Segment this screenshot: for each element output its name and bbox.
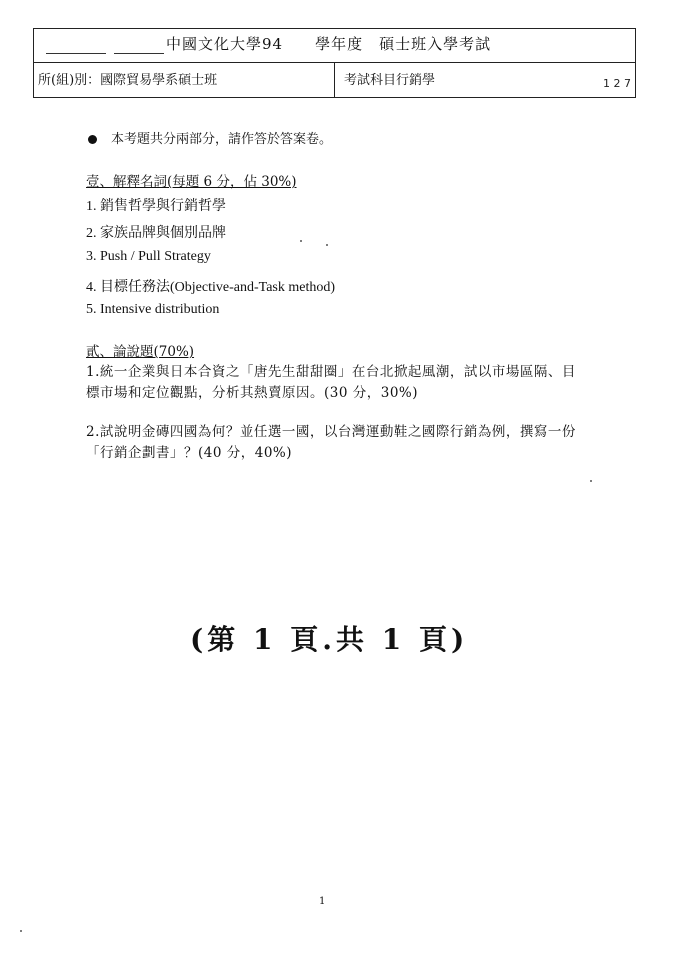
header-title-row	[34, 29, 635, 63]
scan-speck	[326, 244, 328, 246]
header-info-row	[34, 63, 635, 98]
scan-speck	[20, 930, 22, 932]
handwritten-page-code: 1 2 7	[603, 77, 631, 90]
exam-header	[33, 28, 636, 98]
term-item: 5. Intensive distribution	[86, 302, 220, 317]
note-text: 本考題共分兩部分，請作答於答案卷。	[111, 132, 333, 147]
term-item: 2. 家族品牌與個別品牌	[86, 226, 226, 241]
title-blank-line	[114, 53, 164, 54]
subject-label: 考試科目行銷學	[344, 73, 436, 88]
term-item: 4. 目標任務法(Objective-and-Task method)	[86, 280, 336, 295]
section1-heading: 壹、解釋名詞(每題 6 分，佔 30%)	[86, 174, 297, 190]
essay-question: 1.統一企業與日本合資之「唐先生甜甜圈」在台北掀起風潮，試以市場區隔、目標市場和定位觀點，分析其熱賣原因。(30 分，30%)	[86, 364, 576, 401]
section2-heading: 貳、論說題(70%)	[86, 344, 195, 360]
page-number: 1	[319, 896, 326, 907]
department-label: 所(組)別：國際貿易學系碩士班	[38, 73, 218, 88]
header-divider	[334, 63, 335, 98]
term-item: 3. Push / Pull Strategy	[86, 249, 211, 264]
scan-speck	[590, 480, 592, 482]
term-item: 1. 銷售哲學與行銷哲學	[86, 199, 226, 214]
page-mark: (第 1 頁.共 1 頁)	[190, 623, 469, 656]
title-blank-line	[46, 53, 106, 54]
bullet-icon	[88, 135, 97, 144]
essay-question: 2.試說明金磚四國為何？並任選一國，以台灣運動鞋之國際行銷為例，撰寫一份「行銷企劃書」？(40 分，40%)	[86, 424, 576, 461]
exam-title: 中國文化大學94 學年度 碩士班入學考試	[166, 35, 492, 53]
scan-speck	[300, 240, 302, 242]
exam-note	[88, 128, 332, 147]
